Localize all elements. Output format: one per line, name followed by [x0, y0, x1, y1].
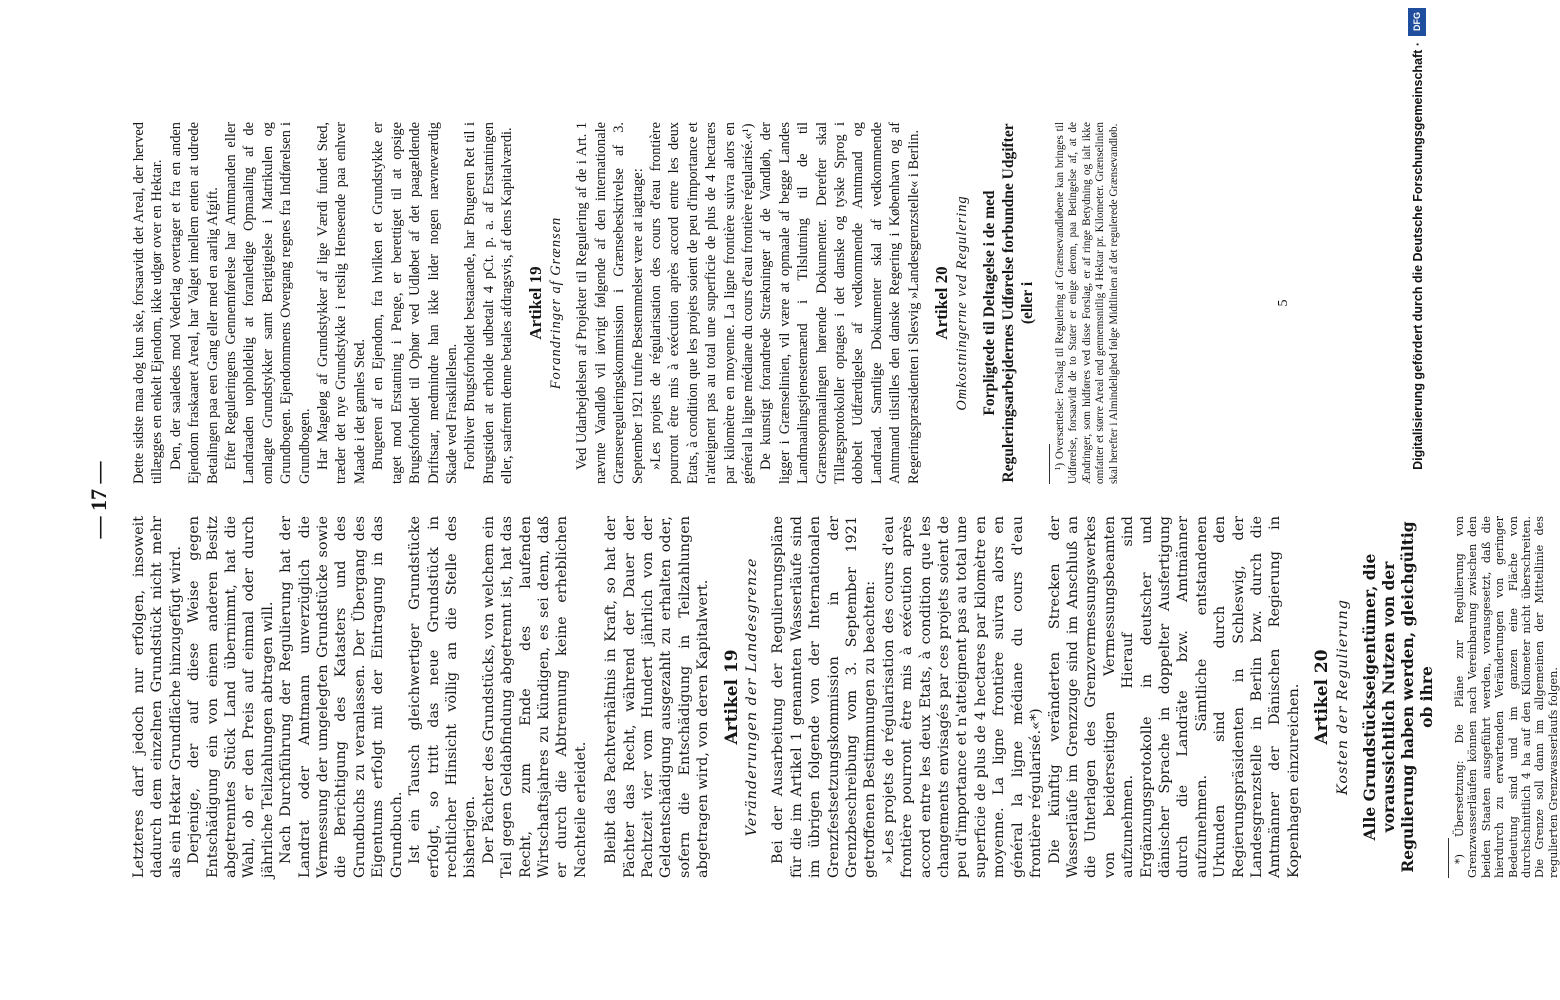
de-french-quote: »Les projets de régularisation des cours d'eau frontière pourront être mis à exécution après accord entre les deux Etats, à condition que les changements envisagés par ces projets soient de peu d'importance et n'atteignent pas au total une superficie de plus de 4 hectares par kilomètre en moyenne. La ligne frontière suivra alors en général la ligne médiane du cours d'eau frontière régularisé.«*) — [880, 516, 1045, 878]
dfg-logo-icon: DFG — [1408, 8, 1426, 36]
de-paragraph: Letzteres darf jedoch nur erfolgen, insoweit dadurch dem einzelnen Grundstück nicht mehr als ein Hektar Grundfläche hinzugefügt wird. — [131, 516, 184, 878]
da-article-20-subheading: Omkostningerne ved Regulering — [954, 195, 971, 411]
credit-text: Digitalisierung gefördert durch die Deutsche Forschungsgemeinschaft · — [1411, 42, 1425, 470]
da-paragraph: De kunstigt forandrede Strækninger af de Vandløb, der ligger i Grænselinien, vil være at opmaale af begge Landes Landmaalingstjenestemænd i Tilslutning til de til Grænseopmaalingen hørende Dokumenter. Derefter skal Tillægsprotokoller optages i det danske og tyske Sprog i dobbelt Udfærdigelse af vedkommende Amtmand og Landraad. Samtlige Dokumenter skal af vedkommende Amtmand tilstilles den danske Regering i København og af Regeringspræsidenten i Slesvig »Landesgrenzstelle« i Berlin. — [758, 122, 922, 484]
de-article-19-subheading: Veränderungen der Landesgrenze — [744, 557, 760, 837]
de-article-20-subheading: Kosten der Regulierung — [1334, 599, 1351, 795]
da-article-19-heading: Artikel 19 — [525, 266, 545, 340]
de-article-19-heading: Artikel 19 — [721, 649, 742, 745]
da-paragraph: Den, der saaledes mod Vederlag overtager et fra en anden Ejendom fraskaaret Areal, har Valget imellem enten at udrede Betalingen paa een Gang eller med en aarlig Afgift. — [167, 122, 221, 484]
de-paragraph: Ist ein Tausch gleichwertiger Grundstücke erfolgt, so tritt das neue Grundstück in rechtlicher Hinsicht völlig an die Stelle des bisherigen. — [407, 516, 479, 878]
da-paragraph: Brugeren af en Ejendom, fra hvilken et Grundstykke er taget mod Erstatning i Penge, er berettiget til at opsige Brugsforholdet til Ophør ved Udløbet af det paagældende Driftsaar, medmindre han ikke lider nogen nævneværdig Skade ved Fraskillelsen. — [370, 122, 460, 484]
de-footnote: *) Übersetzung: Die Pläne zur Regulierung von Grenzwasserläufen können nach Vereinbarung zwischen den beiden Staaten ausgeführt werden, vorausgesetzt, daß die hierdurch zu erwartenden Veränderungen von geringer Bedeutung sind und im ganzen eine Fläche von durchschnittlich 4 ha auf den Kilometer nicht überschreiten. Die Grenze soll dann im allgemeinen der Mittellinie des regulierten Grenzwasserlaufs folgen. — [1453, 516, 1560, 878]
da-paragraph: Forbliver Brugsforholdet bestaaende, har Brugeren Ret til i Brugstiden at erholde udbetalt 4 pCt. p. a. af Erstatningen eller, saafremt denne betales afdragsvis, af dens Kapitalværdi. — [462, 122, 516, 484]
da-paragraph: Dette sidste maa dog kun ske, forsaavidt det Areal, der herved tillægges en enkelt Ejendom, ikke udgør over en Hektar. — [131, 122, 166, 484]
da-paragraph: Efter Reguleringens Gennemførelse har Amtmanden eller Landraaden uopholdelig at foranledige Opmaaling af de omlagte Grundstykker samt Berigtigelse i Matrikulen og Grundbogen. Ejendommens Overgang regnes fra Indførelsen i Grundbogen. — [223, 122, 313, 484]
de-paragraph: Nach Durchführung der Regulierung hat der Landrat oder Amtmann unverzüglich die Vermessung der umgelegten Grundstücke sowie die Berichtigung des Katasters und des Grundbuchs zu veranlassen. Der Übergang des Eigentums erfolgt mit der Eintragung in das Grundbuch. — [278, 516, 405, 878]
danish-column — [130, 122, 1121, 484]
da-paragraph: Ved Udarbejdelsen af Projekter til Regulering af de i Art. 1 nævnte Vandløb vil iøvrigt følgende af den internationale Grænsereguleringskommission i Grænsebeskrivelse af 3. September 1921 trufne Bestemmelser være at iagttage: — [574, 122, 646, 484]
da-paragraph: Har Mageløg af Grundstykker af lige Værdi fundet Sted, træder det nye Grundstykke i retslig Henseende paa enhver Maade i det gamles Sted. — [315, 122, 368, 484]
page-number: — 17 — — [86, 461, 111, 539]
da-french-quote: »Les projets de régularisation des cours d'eau frontière pourront être mis à exécution après accord entre les deux Etats, à condition que les projets soient de peu d'importance et n'atteignent pas au total une superficie de plus de 4 hectares par kilomètre en moyenne. La ligne frontière suivra alors en général la ligne médiane du cours d'eau frontière régularisé.«¹) — [647, 122, 756, 484]
digitization-credit — [1400, 0, 1434, 1000]
german-column — [130, 516, 1560, 878]
footnote-rule — [1448, 838, 1449, 878]
de-paragraph: Der Pächter des Grundstücks, von welchem ein Teil gegen Geldabfindung abgetrennt ist, hat das Recht, zum Ende des laufenden Wirtschaftsjahres zu kündigen, es sei denn, daß er durch die Abtrennung keine erheblichen Nachteile erleidet. — [480, 516, 589, 878]
da-footnote: ¹) Oversættelse: Forslag til Regulering af Grænsevandløbene kan bringes til Udførelse, forsaavidt de to Stater er enige derom, paa Betingelse af, at de Ændringer, som hidføres ved disse Forslag, er af ringe Betydning og ialt ikke omfatter et større Areal end gennemsnitlig 4 Hektar pr. Kilometer. Grænselinien skal herefter i Almindelighed følge Midtlinien af det regulerede Grænsevandløb. — [1053, 122, 1120, 484]
de-article-20-heading: Artikel 20 — [1312, 649, 1333, 745]
signature-mark: 5 — [1276, 299, 1291, 307]
footnote-rule — [1049, 444, 1050, 484]
da-article-20-lead: Forpligtede til Deltagelse i de med Reguleringsarbejdernes Udførelse forbundne Udgifter (eller i — [980, 123, 1036, 483]
de-paragraph: Bleibt das Pachtverhältnis in Kraft, so hat der Pächter das Recht, während der Dauer der Pachtzeit vier vom Hundert jährlich von der Geldentschädigung ausgezahlt zu erhalten oder, sofern die Entschädigung in Teilzahlungen abgetragen wird, von deren Kapitalwert. — [603, 516, 712, 878]
de-paragraph: Derjenige, der auf diese Weise gegen Entschädigung ein von einem anderen Besitz abgetrenntes Stück Land übernimmt, hat die Wahl, ob er den Preis auf einmal oder durch jährliche Teilzahlungen abtragen will. — [186, 516, 276, 878]
da-article-19-subheading: Forandringer af Grænsen — [547, 216, 564, 390]
da-article-20-heading: Artikel 20 — [932, 266, 952, 340]
de-paragraph: Bei der Ausarbeitung der Regulierungspläne für die im Artikel 1 genannten Wasserläufe sind im übrigen folgende von der Internationalen Grenzfestsetzungskommission in der Grenzbeschreibung vom 3. September 1921 getroffenen Bestimmungen zu beachten: — [770, 516, 879, 878]
de-article-20-lead: Alle Grundstückseigentümer, die voraussichtlich Nutzen von der Regulierung haben werden, gleichgültig ob ihre — [1360, 521, 1436, 873]
de-paragraph: Die künftig veränderten Strecken der Wasserläufe im Grenzzuge sind im Anschluß an die Unterlagen des Grenzvermessungswerkes von beiderseitigen Vermessungsbeamten aufzunehmen. Hierauf sind Ergänzungsprotokolle in deutscher und dänischer Sprache in doppelter Ausfertigung durch die Landräte bzw. Amtmänner aufzunehmen. Sämtliche entstandenen Urkunden sind durch den Regierungspräsidenten in Schleswig, der Landesgrenzstelle in Berlin bzw. durch die Amtmänner der Dänischen Regierung in Kopenhagen einzureichen. — [1046, 516, 1302, 878]
